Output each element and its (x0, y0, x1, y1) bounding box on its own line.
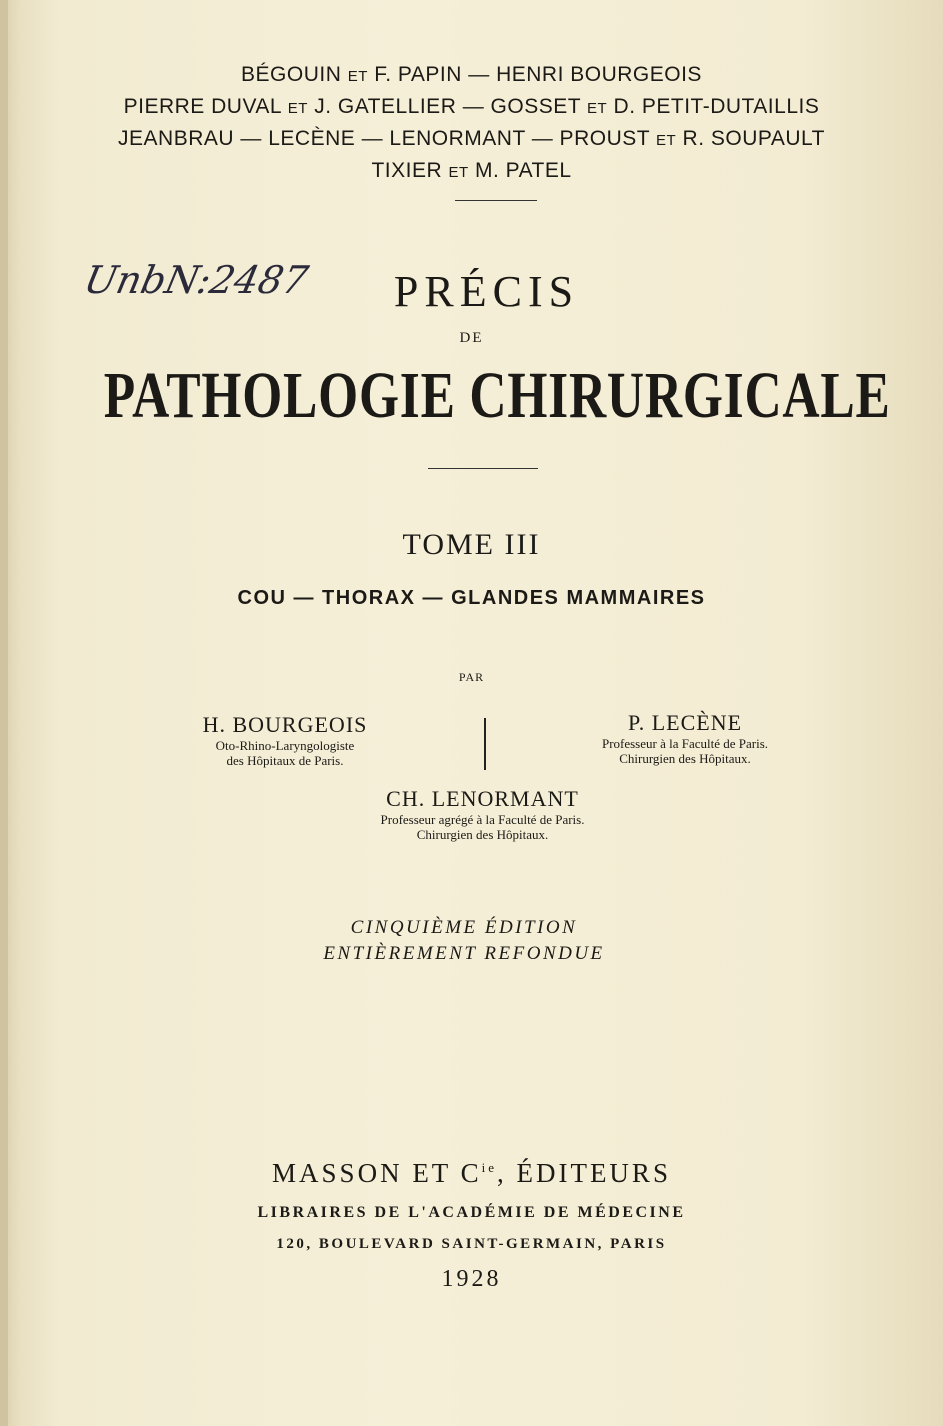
publisher-name: MASSON ET $C^{ie}$, ÉDITEURS (272, 1158, 671, 1188)
author-name: P. LECÈNE (627, 710, 743, 735)
main-title: PATHOLOGIE CHIRURGICALE (103, 359, 891, 432)
tome-number: TOME III (402, 528, 541, 561)
author-name: H. BOURGEOIS (202, 712, 368, 737)
publication-year: 1928 (441, 1266, 502, 1292)
author-role: Chirurgien des Hôpitaux. (619, 751, 751, 766)
subtitle: COU — THORAX — GLANDES MAMMAIRES (237, 587, 706, 609)
title-de: DE (459, 330, 484, 346)
author-lecene (555, 710, 815, 766)
contributors-line: TIXIER ET M. PATEL (371, 159, 572, 182)
author-role: Professeur agrégé à la Faculté de Paris. (380, 812, 585, 827)
contributors-line: PIERRE DUVAL ET J. GATELLIER — GOSSET ET D. PETIT-DUTAILLIS (123, 95, 820, 118)
publisher-address: 120, BOULEVARD SAINT-GERMAIN, PARIS (276, 1236, 667, 1252)
publisher-libraires: LIBRAIRES DE L'ACADÉMIE DE MÉDECINE (257, 1204, 686, 1221)
author-lenormant (310, 786, 655, 842)
divider-vertical (484, 718, 486, 770)
divider (455, 200, 537, 201)
author-role: Oto-Rhino-Laryngologiste (215, 738, 355, 753)
contributors-header (0, 60, 943, 188)
author-name: CH. LENORMANT (386, 786, 579, 811)
author-role: Chirurgien des Hôpitaux. (416, 827, 549, 842)
author-role: Professeur à la Faculté de Paris. (601, 736, 769, 751)
title-precis: PRÉCIS (393, 267, 580, 316)
handwritten-library-mark: UnbN:2487 (80, 258, 312, 302)
contributors-line: JEANBRAU — LECÈNE — LENORMANT — PROUST ET R. SOUPAULT (118, 127, 825, 150)
contributors-line: BÉGOUIN ET F. PAPIN — HENRI BOURGEOIS (241, 63, 702, 86)
author-role: des Hôpitaux de Paris. (226, 753, 344, 768)
divider (428, 468, 538, 469)
edition-note (0, 915, 943, 967)
author-bourgeois (170, 712, 400, 768)
edition-line: CINQUIÈME ÉDITION (350, 917, 578, 938)
edition-line: ENTIÈREMENT REFONDUE (323, 943, 605, 964)
par-label: PAR (458, 670, 485, 684)
